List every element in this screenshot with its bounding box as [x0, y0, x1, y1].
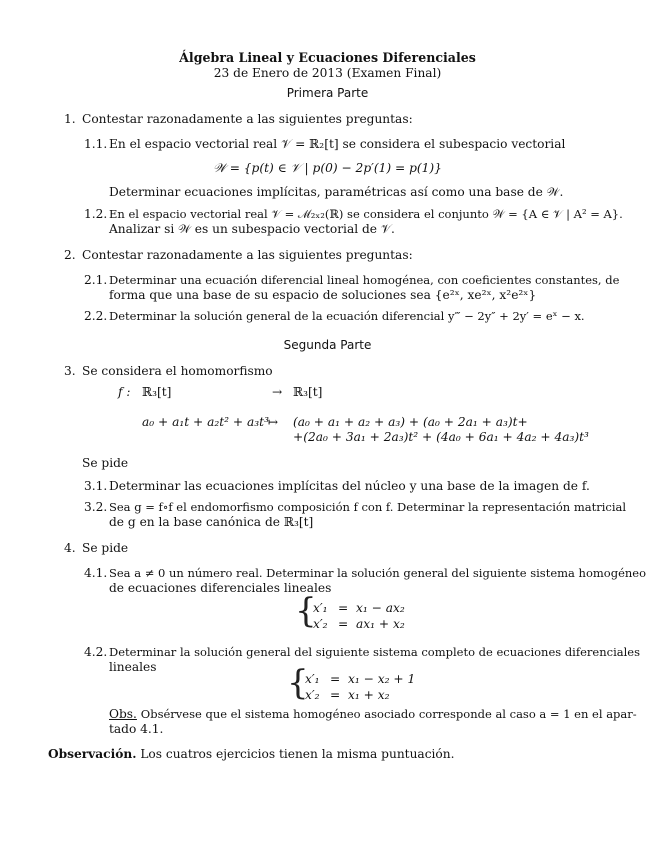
q4-1-number: 4.1.	[84, 566, 108, 580]
q4-number: 4.	[64, 541, 76, 555]
q4-1-eq2-lhs: x′₂	[313, 617, 328, 631]
q1-2-line1: En el espacio vectorial real 𝒱 = ℳ₂ₓ₂(ℝ) se considera el conjunto 𝒲 = {A ∈ 𝒱 | A² = A}.	[109, 207, 623, 221]
q3-mapsto: ↦	[268, 415, 279, 429]
q4-1-line1: Sea a ≠ 0 un número real. Determinar la solución general del siguiente sistema homogéneo	[109, 566, 647, 580]
q4-2-eq2-rhs: x₁ + x₂	[348, 688, 390, 702]
q3-output-line2: +(2a₀ + 3a₁ + 2a₃)t² + (4a₀ + 6a₁ + 4a₂ + 4a₃)t³	[293, 430, 589, 444]
q4-1-eq2-equals: =	[338, 617, 349, 631]
q3-pide: Se pide	[82, 456, 129, 470]
q1-2-number: 1.2.	[84, 207, 108, 221]
q4-2-eq1-lhs: x′₁	[305, 672, 320, 686]
q2-1-line1: Determinar una ecuación diferencial lineal homogénea, con coeficientes constantes, de	[109, 273, 620, 287]
q2-1-number: 2.1.	[84, 273, 108, 287]
q4-2-obs-label: Obs.	[109, 707, 137, 721]
q4-2-line1: Determinar la solución general del siguiente sistema completo de ecuaciones diferenciales	[109, 645, 640, 659]
q4-1-eq1-lhs: x′₁	[313, 601, 328, 615]
part-two-heading: Segunda Parte	[283, 338, 372, 352]
q3-map-name: f :	[118, 385, 131, 399]
q3-1-number: 3.1.	[84, 479, 108, 493]
footer-observation-text: Los cuatros ejercicios tienen la misma puntuación.	[140, 747, 455, 761]
q4-1-eq1-equals: =	[338, 601, 349, 615]
q4-2-eq2-equals: =	[330, 688, 341, 702]
q1-2-line2: Analizar si 𝒲 es un subespacio vectorial de 𝒱.	[109, 222, 395, 236]
q4-1-line2: de ecuaciones diferenciales lineales	[109, 581, 332, 595]
q2-number: 2.	[64, 248, 76, 262]
q4-2-obs-line1-wrap	[109, 707, 637, 722]
q2-2-number: 2.2.	[84, 309, 108, 323]
q3-domain: ℝ₃[t]	[142, 385, 172, 399]
q4-2-obs-line2: tado 4.1.	[109, 722, 164, 736]
q4-2-line2: lineales	[109, 660, 157, 674]
q4-1-system-brace: {	[295, 591, 317, 631]
exam-date: 23 de Enero de 2013 (Examen Final)	[213, 66, 442, 80]
q1-1-after: Determinar ecuaciones implícitas, paramétricas así como una base de 𝒲.	[109, 185, 564, 199]
q2-1-line2: forma que una base de su espacio de soluciones sea {e²ˣ, xe²ˣ, x²e²ˣ}	[109, 288, 537, 302]
q4-2-eq1-equals: =	[330, 672, 341, 686]
q1-number: 1.	[64, 112, 76, 126]
q4-1-eq1-rhs: x₁ − ax₂	[356, 601, 405, 615]
part-one-heading: Primera Parte	[286, 86, 369, 100]
q4-2-system-brace: {	[287, 663, 309, 703]
q1-1-formula: 𝒲 = {p(t) ∈ 𝒱 | p(0) − 2p′(1) = p(1)}	[213, 161, 442, 175]
q2-text: Contestar razonadamente a las siguientes preguntas:	[82, 248, 413, 262]
q3-number: 3.	[64, 364, 76, 378]
q3-2-line1: Sea g = f∘f el endomorfismo composición f con f. Determinar la representación matricial	[109, 500, 627, 514]
q3-output-line1: (a₀ + a₁ + a₂ + a₃) + (a₀ + 2a₁ + a₃)t+	[293, 415, 528, 429]
q1-text: Contestar razonadamente a las siguientes preguntas:	[82, 112, 413, 126]
q4-1-eq2-rhs: ax₁ + x₂	[356, 617, 405, 631]
q4-2-eq1-rhs: x₁ − x₂ + 1	[348, 672, 416, 686]
q4-text: Se pide	[82, 541, 129, 555]
q3-codomain: ℝ₃[t]	[293, 385, 323, 399]
q3-input-poly: a₀ + a₁t + a₂t² + a₃t³	[142, 415, 269, 429]
q4-2-obs-line1: Obsérvese que el sistema homogéneo asociado corresponde al caso a = 1 en el apar-	[140, 707, 637, 721]
q1-1-number: 1.1.	[84, 137, 108, 151]
q4-2-number: 4.2.	[84, 645, 108, 659]
q3-text: Se considera el homomorfismo	[82, 364, 273, 378]
footer-observation-label: Observación.	[48, 747, 137, 761]
q3-1-text: Determinar las ecuaciones implícitas del núcleo y una base de la imagen de f.	[109, 479, 590, 493]
q4-2-eq2-lhs: x′₂	[305, 688, 320, 702]
q3-2-line2: de g en la base canónica de ℝ₃[t]	[109, 515, 314, 529]
exam-title: Álgebra Lineal y Ecuaciones Diferenciales	[179, 50, 476, 65]
q3-arrow: →	[272, 385, 283, 399]
q1-1-text: En el espacio vectorial real 𝒱 = ℝ₂[t] se considera el subespacio vectorial	[109, 137, 566, 151]
q2-2-text: Determinar la solución general de la ecuación diferencial y‴ − 2y″ + 2y′ = eˣ − x.	[109, 309, 585, 323]
footer-observation	[48, 747, 454, 762]
q3-2-number: 3.2.	[84, 500, 108, 514]
